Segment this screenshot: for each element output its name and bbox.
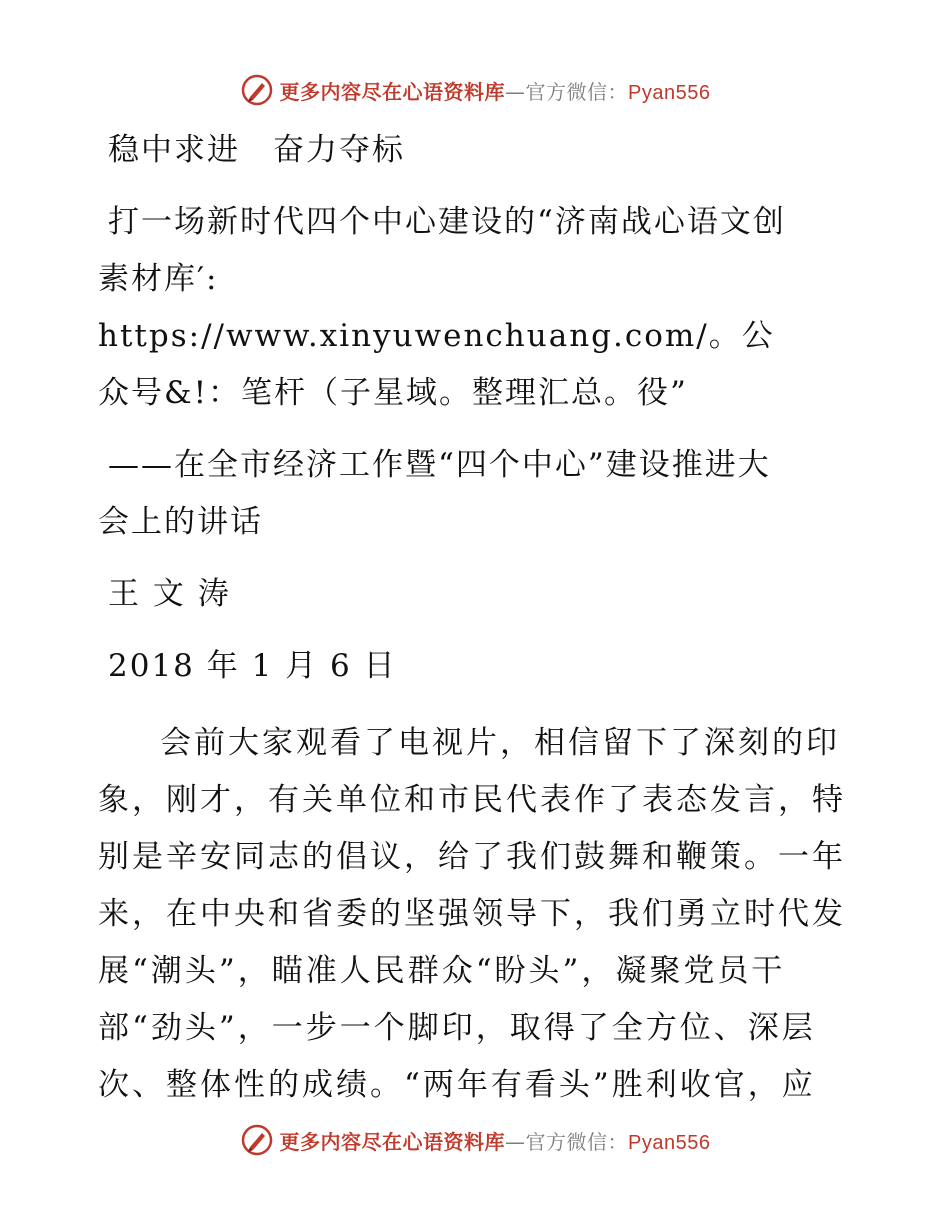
banner-dash: — bbox=[505, 79, 526, 104]
body-paragraph: 会前大家观看了电视片，相信留下了深刻的印象，刚才，有关单位和市民代表作了表态发言，特别是辛安同志的倡议，给了我们鼓舞和鞭策。一年来，在中央和省委的坚强领导下，我们勇立时代发展“潮头”，瞄准人民群众“盼头”，凝聚党员干部“劲头”，一步一个脚印，取得了全方位、深层次、整体性的成绩。“两年有看头”胜利收官，应 bbox=[98, 725, 846, 1103]
banner-content bbox=[240, 73, 711, 107]
pen-logo-icon bbox=[240, 1123, 274, 1157]
date: 2018 年 1 月 6 日 bbox=[108, 648, 397, 684]
banner-wechat-id: Pyan556 bbox=[628, 81, 711, 104]
footer-banner bbox=[0, 1120, 950, 1160]
document-body bbox=[98, 122, 854, 1114]
header-banner bbox=[0, 70, 950, 110]
subtitle-line-2: 素材库′: https://www.xinyuwenchuang.com/。公 bbox=[98, 261, 775, 354]
occasion-line-2: 会上的讲话 bbox=[98, 504, 263, 540]
banner-wechat-label: 官方微信： bbox=[525, 79, 629, 104]
banner-text bbox=[280, 1126, 711, 1155]
banner-content bbox=[240, 1123, 711, 1157]
banner-wechat-label: 官方微信： bbox=[525, 1129, 629, 1154]
banner-main-text: 更多内容尽在心语资料库 bbox=[279, 1129, 506, 1154]
occasion-line-1: ——在全市经济工作暨“四个中心”建设推进大 bbox=[108, 447, 771, 483]
banner-text bbox=[280, 76, 711, 105]
author: 王 文 涛 bbox=[108, 576, 231, 612]
banner-wechat-id: Pyan556 bbox=[628, 1131, 711, 1154]
pen-logo-icon bbox=[240, 73, 274, 107]
banner-dash: — bbox=[505, 1129, 526, 1154]
document-title: 稳中求进 奋力夺标 bbox=[108, 132, 405, 168]
banner-main-text: 更多内容尽在心语资料库 bbox=[279, 79, 506, 104]
subtitle-line-3: 众号&!：笔杆（子星域。整理汇总。役” bbox=[98, 375, 688, 411]
subtitle-line-1: 打一场新时代四个中心建设的“济南战心语文创 bbox=[108, 204, 786, 240]
